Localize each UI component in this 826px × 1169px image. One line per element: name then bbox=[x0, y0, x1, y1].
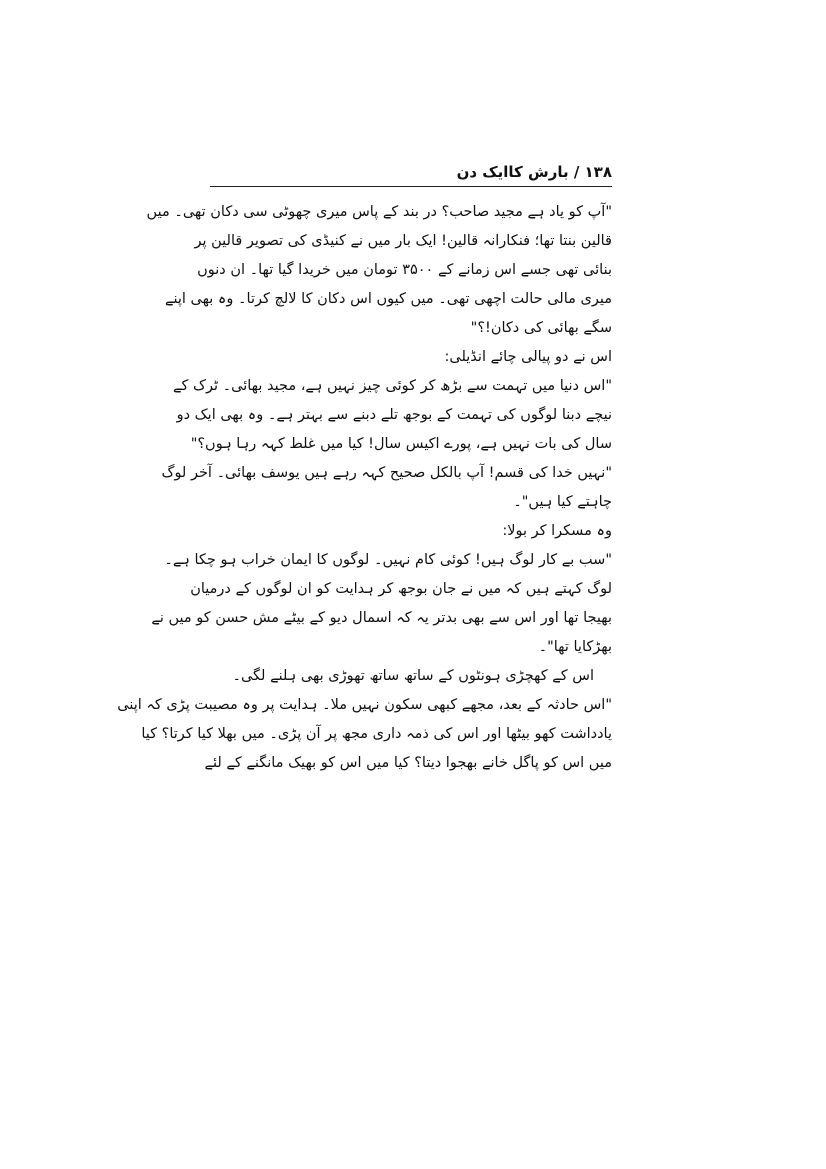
text-line: یادداشت کھو بیٹھا اور اس کی ذمہ داری مجھ پر آن پڑی۔ میں بھلا کیا کرتا؟ کیا bbox=[141, 726, 612, 742]
text-line: "نہیں خدا کی قسم! آپ بالکل صحیح کہہ رہے ہیں یوسف بھائی۔ آخر لوگ bbox=[161, 465, 612, 481]
text-line: میں اس کو پاگل خانے بھجوا دیتا؟ کیا میں اس کو بھیک مانگنے کے لئے bbox=[204, 755, 612, 771]
page-number-and-title: ۱۳۸ / بارش کاایک دن bbox=[456, 163, 612, 181]
text-line: چاہتے کیا ہیں"۔ bbox=[513, 494, 612, 510]
text-line: بنائی تھی جسے اس زمانے کے ۳۵۰۰ تومان میں خریدا گیا تھا۔ ان دنوں bbox=[197, 262, 612, 278]
header-divider bbox=[210, 186, 612, 187]
text-line: اس کے کھچڑی ہونٹوں کے ساتھ ساتھ تھوڑی بھی ہلنے لگی۔ bbox=[232, 668, 594, 684]
text-line: نیچے دبنا لوگوں کی تہمت کے بوجھ تلے دبنے سے بہتر ہے۔ وہ بھی ایک دو bbox=[176, 407, 612, 423]
running-header bbox=[210, 160, 612, 184]
text-line: سال کی بات نہیں ہے، پورے اکیس سال! کیا میں غلط کہہ رہا ہوں؟" bbox=[190, 436, 612, 452]
text-line: اس نے دو پیالی چائے انڈیلی: bbox=[444, 349, 612, 365]
text-line: "آپ کو یاد ہے مجید صاحب؟ در بند کے پاس میری چھوٹی سی دکان تھی۔ میں bbox=[146, 204, 612, 220]
text-line: "سب بے کار لوگ ہیں! کوئی کام نہیں۔ لوگوں کا ایمان خراب ہو چکا ہے۔ bbox=[164, 552, 612, 568]
text-line: قالین بنتا تھا؛ فنکارانہ قالین! ایک بار میں نے کنیڈی کی تصویر قالین پر bbox=[194, 233, 612, 249]
page-body bbox=[117, 198, 612, 778]
text-line: میری مالی حالت اچھی تھی۔ میں کیوں اس دکان کا لالچ کرتا۔ وہ بھی اپنے bbox=[164, 291, 612, 307]
text-line: لوگ کہتے ہیں کہ میں نے جان بوجھ کر ہدایت کو ان لوگوں کے درمیان bbox=[190, 581, 612, 597]
text-line: وہ مسکرا کر بولا: bbox=[502, 523, 612, 539]
text-line: "اس حادثہ کے بعد، مجھے کبھی سکون نہیں ملا۔ ہدایت پر وہ مصیبت پڑی کہ اپنی bbox=[117, 697, 612, 713]
text-line: "اس دنیا میں تہمت سے بڑھ کر کوئی چیز نہیں ہے، مجید بھائی۔ ٹرک کے bbox=[172, 378, 612, 394]
text-line: بھیجا تھا اور اس سے بھی بدتر یہ کہ اسمال دیو کے بیٹے مش حسن کو میں نے bbox=[151, 610, 612, 626]
text-line: بھڑکایا تھا"۔ bbox=[538, 639, 612, 655]
text-line: سگے بھائی کی دکان!؟" bbox=[470, 320, 612, 336]
